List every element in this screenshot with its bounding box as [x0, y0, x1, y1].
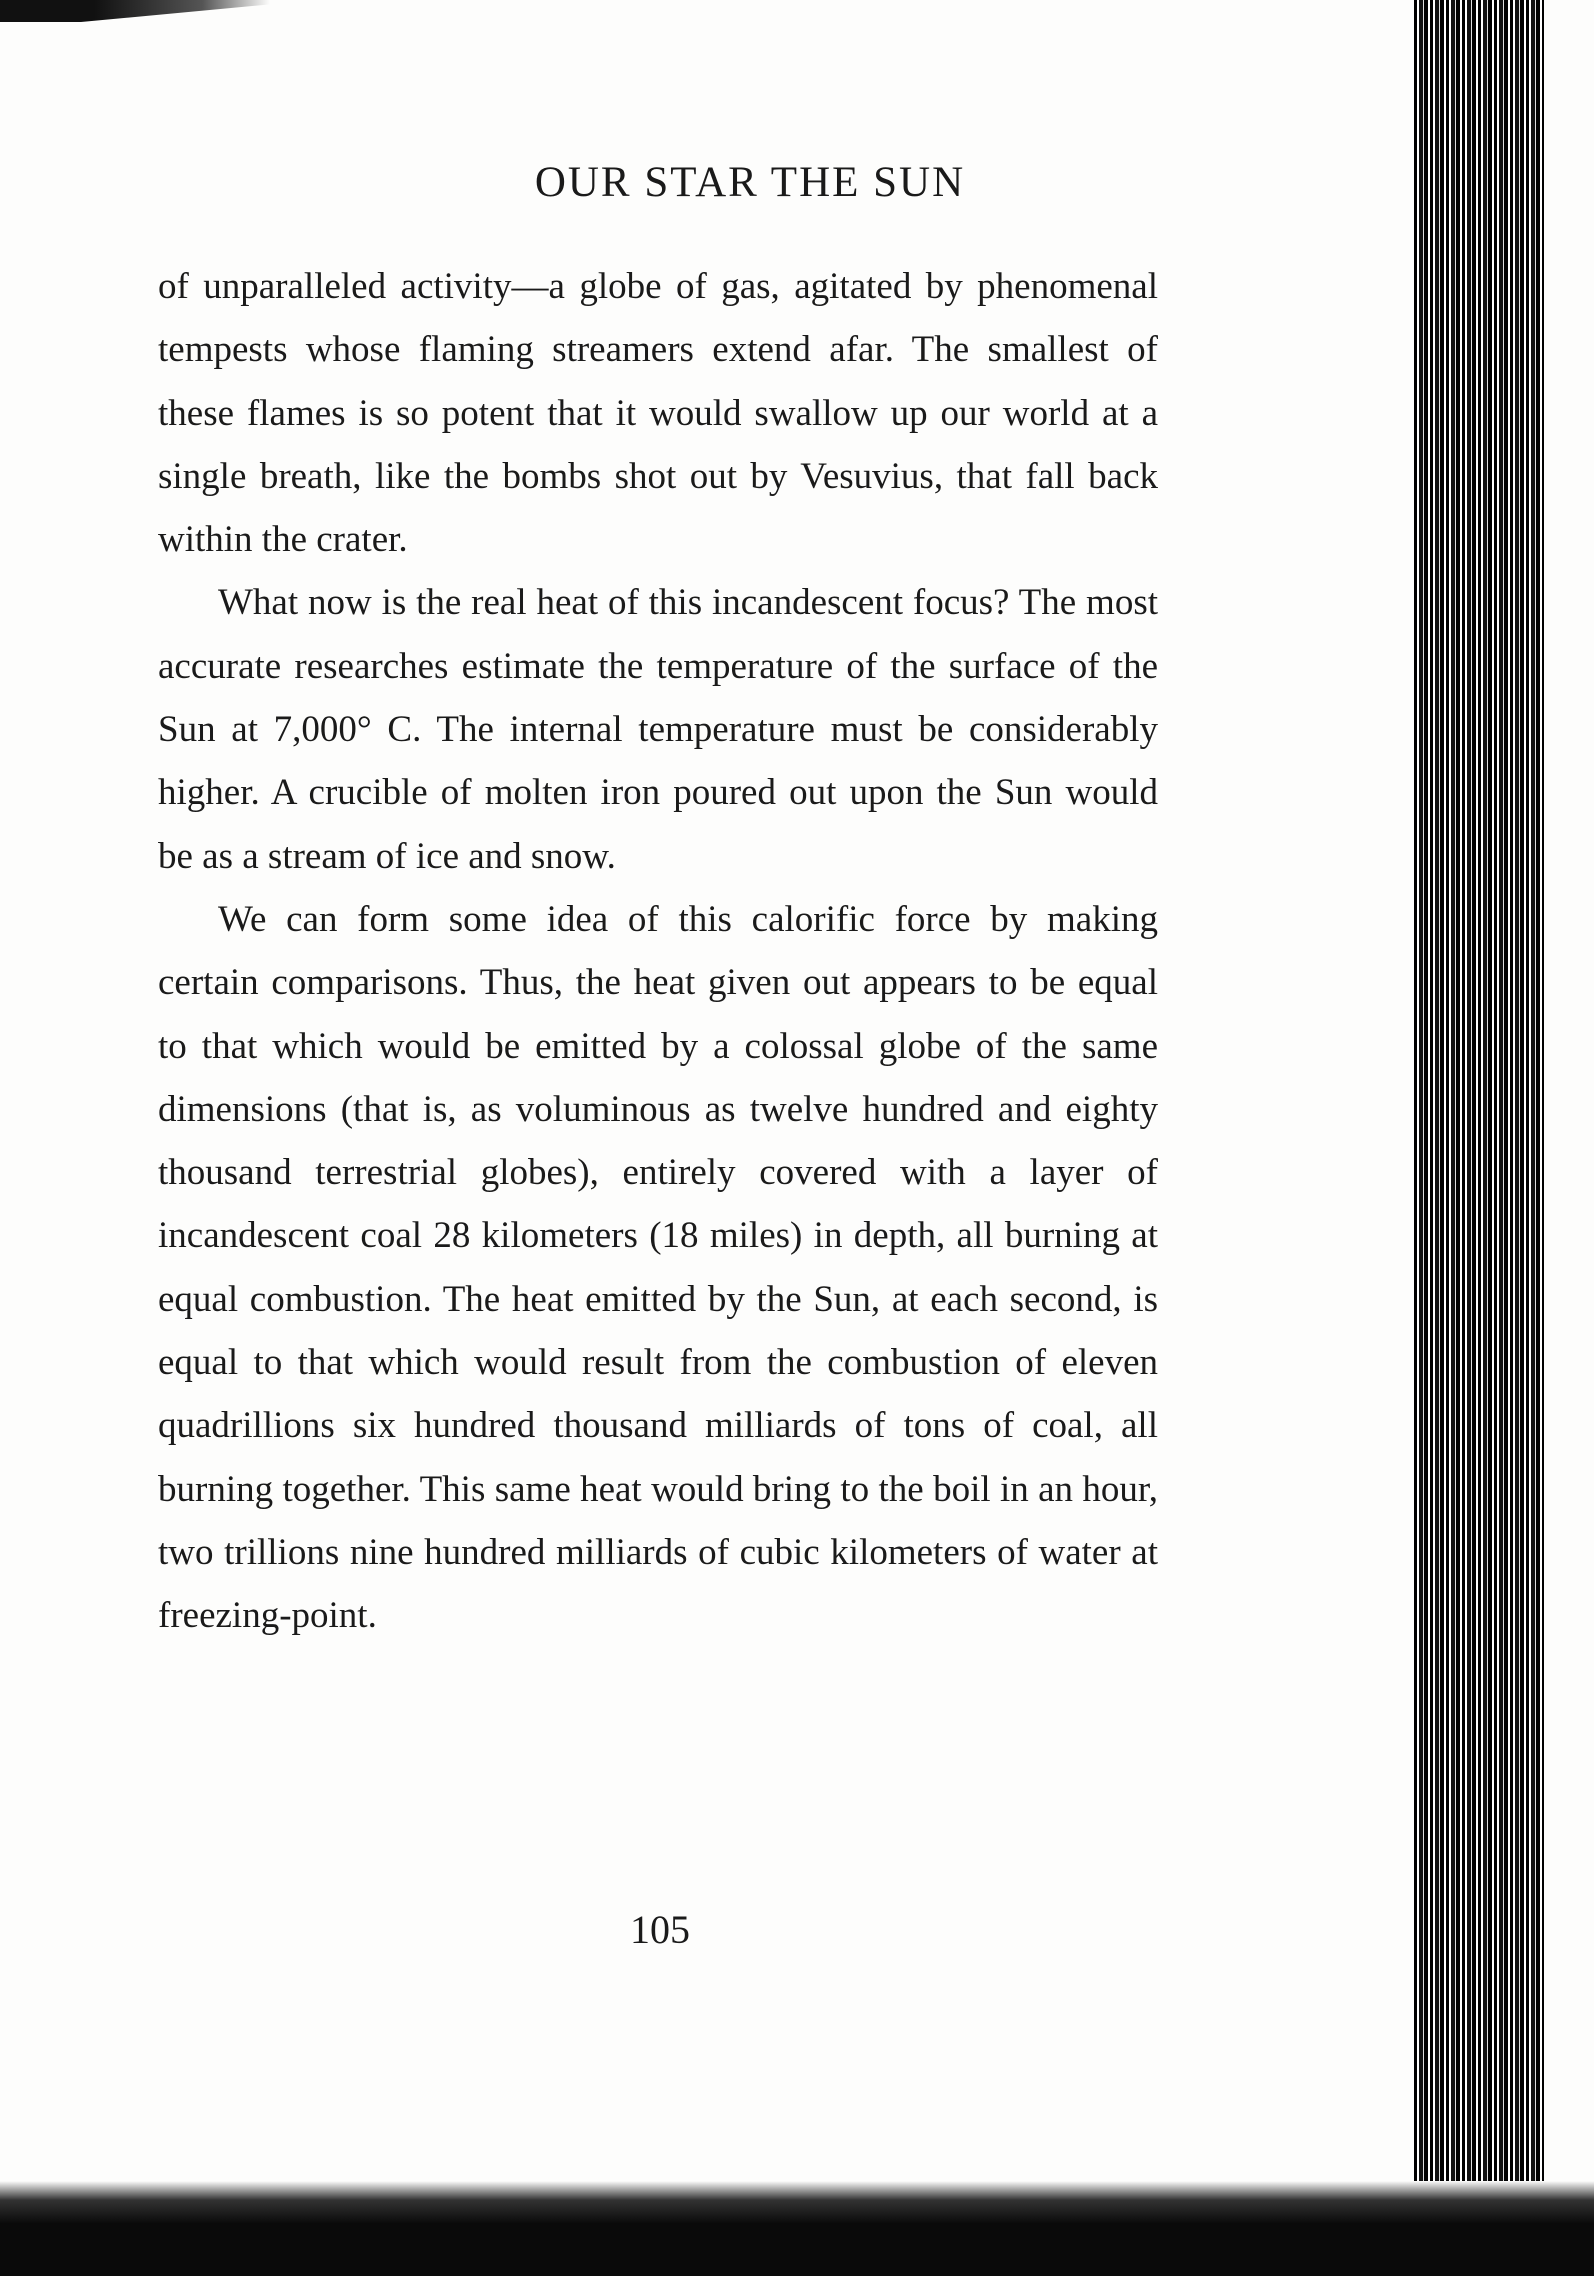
paragraph-continued: of unparalleled activity—a globe of gas, agitated by phenomenal tempests whose flaming streamers extend afar. The smallest of these flames is so potent that it would swallow up our world at a single breath, like the bombs shot out by Vesuvius, that fall back within the crater.	[158, 266, 1158, 561]
page-number: 105	[630, 1907, 690, 1952]
paragraph: What now is the real heat of this incandescent focus? The most accurate researches estimate the temperature of the surface of the Sun at 7,000° C. The internal temperature must be considerably higher. A crucible of molten iron poured out upon the Sun would be as a stream of ice and snow.	[158, 582, 1158, 877]
scan-edge-artifact	[0, 0, 270, 22]
page-edge-stack	[1414, 0, 1594, 2276]
scan-bottom-band	[0, 2181, 1594, 2276]
running-head: OUR STAR THE SUN	[534, 159, 966, 206]
body-text	[158, 255, 1158, 1648]
paragraph: We can form some idea of this calorific force by making certain comparisons. Thus, the heat given out appears to be equal to that which would be emitted by a colossal globe of the same dimensions (that is, as voluminous as twelve hundred and eighty thousand terrestrial globes), entirely covered with a layer of incandescent coal 28 kilometers (18 miles) in depth, all burning at equal combustion. The heat emitted by the Sun, at each second, is equal to that which would result from the combustion of eleven quadrillions six hundred thousand milliards of tons of coal, all burning together. This same heat would bring to the boil in an hour, two trillions nine hundred milliards of cubic kilometers of water at freezing-point.	[158, 898, 1158, 1637]
